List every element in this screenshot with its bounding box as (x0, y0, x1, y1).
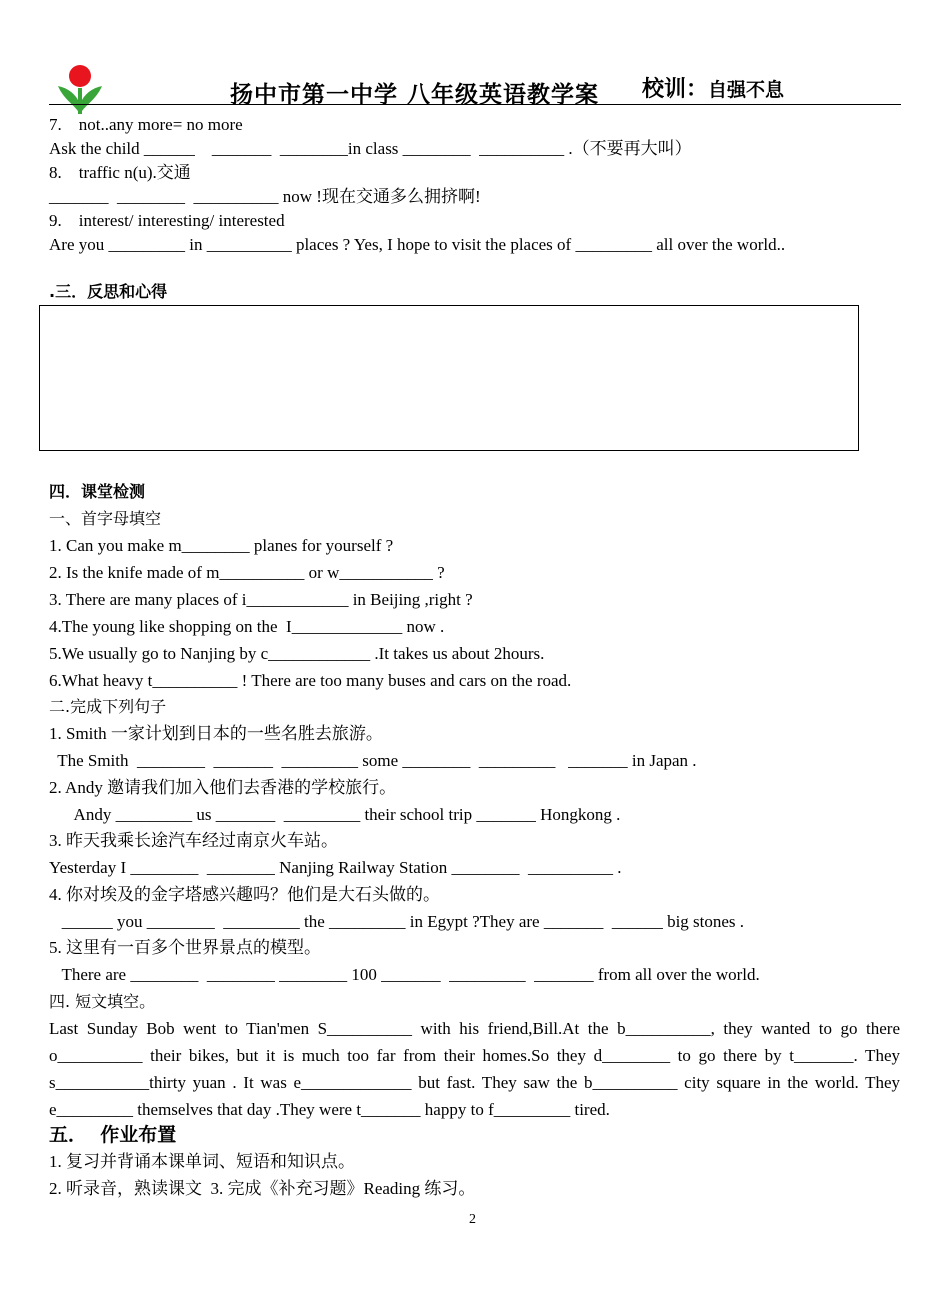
sentence-blank: ______ you ________ _________ the _________ in Egypt ?They are _______ ______ big stones . (49, 912, 745, 931)
fill-item: 6.What heavy t__________ ! There are too many buses and cars on the road. (49, 671, 572, 690)
sentence-prompt: 4. 你对埃及的金字塔感兴趣吗？他们是大石头做的。 (49, 885, 440, 904)
fill-item: 3. There are many places of i____________ in Beijing ,right ? (49, 590, 473, 609)
section-5-heading: 五． 作业布置 (49, 1124, 177, 1146)
header-title: 扬中市第一中学 八年级英语教学案 (230, 81, 600, 108)
sentence-blank: The Smith ________ _______ _________ some ________ _________ _______ in Japan . (49, 751, 697, 770)
vocab-item-9-title: 9. interest/ interesting/ interested (49, 211, 285, 230)
fill-item: 2. Is the knife made of m__________ or w___________ ? (49, 563, 445, 582)
section-4-heading: 四．课堂检测 (49, 482, 146, 501)
homework-item: 1. 复习并背诵本课单词、短语和知识点。 (49, 1152, 355, 1171)
school-motto (642, 72, 784, 103)
reflection-box[interactable] (39, 305, 859, 451)
vocab-item-8-sentence: _______ ________ __________ now !现在交通多么拥挤啊! (49, 187, 481, 206)
school-logo-icon (56, 64, 104, 114)
part-1-heading: 一、首字母填空 (49, 509, 162, 528)
fill-item: 1. Can you make m________ planes for yourself ? (49, 536, 394, 555)
sentence-prompt: 2. Andy 邀请我们加入他们去香港的学校旅行。 (49, 778, 397, 797)
sentence-blank: Yesterday I ________ ________ Nanjing Railway Station ________ __________ . (49, 858, 622, 877)
sentence-prompt: 1. Smith 一家计划到日本的一些名胜去旅游。 (49, 724, 383, 743)
motto-label: 校训： (642, 77, 709, 102)
header-divider (49, 104, 901, 105)
vocab-item-8-title: 8. traffic n(u).交通 (49, 163, 191, 182)
vocab-item-9-sentence: Are you _________ in __________ places ? Yes, I hope to visit the places of _________ all over the world.. (49, 235, 786, 254)
motto-value: 自强不息 (708, 79, 785, 101)
fill-item: 4.The young like shopping on the I_____________ now . (49, 617, 445, 636)
homework-item: 2. 听录音，熟读课文 3. 完成《补充习题》Reading 练习。 (49, 1179, 476, 1198)
sentence-prompt: 5. 这里有一百多个世界景点的模型。 (49, 938, 321, 957)
page-number: 2 (469, 1212, 476, 1227)
part-4-heading: 四. 短文填空。 (49, 992, 156, 1011)
section-3-heading: .三．反思和心得 (49, 282, 168, 301)
sentence-blank: Andy _________ us _______ _________ their school trip _______ Hongkong . (49, 805, 621, 824)
vocab-item-7-sentence: Ask the child ______ _______ ________in class ________ __________ .（不要再大叫） (49, 139, 692, 158)
fill-item: 5.We usually go to Nanjing by c____________ .It takes us about 2hours. (49, 644, 545, 663)
part-2-heading: 二.完成下列句子 (49, 697, 167, 716)
sentence-blank: There are ________ ________ ________ 100 _______ _________ _______ from all over the world. (49, 965, 760, 984)
sentence-prompt: 3. 昨天我乘长途汽车经过南京火车站。 (49, 831, 338, 850)
vocab-item-7-title: 7. not..any more= no more (49, 115, 243, 134)
cloze-passage: Last Sunday Bob went to Tian'men S__________ with his friend,Bill.At the b__________, they wanted to go there o__________ their bikes, but it is much too far from their homes.So they d________ to go there by t_______. They s___________thirty yuan . It was e_____________ but fast. They saw the b__________ city square in the world. They e_________ themselves that day .They were t_______ happy to f_________ tired. (49, 1019, 900, 1119)
